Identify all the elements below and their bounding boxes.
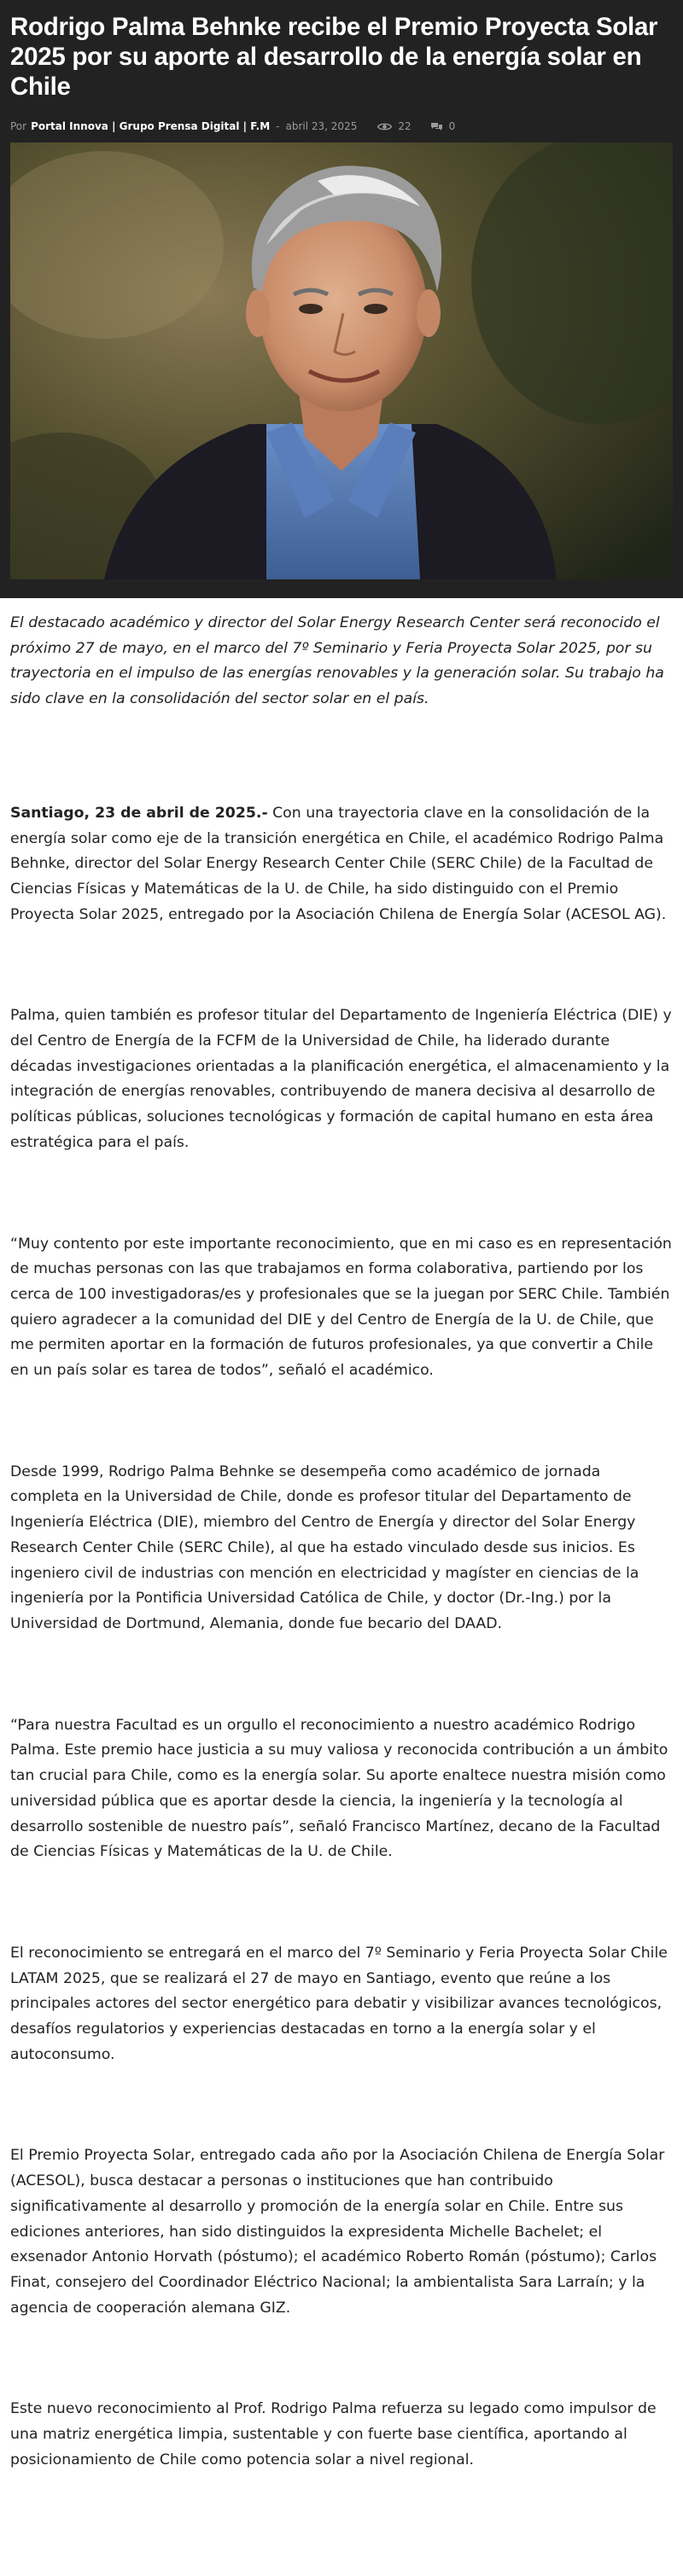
- paragraph-7: El Premio Proyecta Solar, entregado cada año por la Asociación Chilena de Energía Solar (ACESOL), busca destacar a personas o instituciones que han contribuido significativamente al desarrollo y promoción de la energía solar en Chile. Entre sus ediciones anteriores, han sido distinguidos la expresidenta Michelle Bachelet; el exsenador Antonio Horvath (póstumo); el académico Roberto Román (póstumo); Carlos Finat, consejero del Coordinador Eléctrico Nacional; la ambientalista Sara Larraín; y la agencia de cooperación alemana GIZ.: [10, 2147, 665, 2317]
- paragraph-1: [10, 801, 673, 928]
- comments-count[interactable]: [430, 120, 456, 132]
- dateline: Santiago, 23 de abril de 2025.-: [10, 804, 268, 822]
- paragraph-6: El reconocimiento se entregará en el marco del 7º Seminario y Feria Proyecta Solar Chile LATAM 2025, que se realizará el 27 de mayo en Santiago, evento que reúne a los principales actores del sector energético para debatir y visibilizar avances tecnológicos, desafíos regulatorios y experiencias destacadas en torno a la energía solar y el autoconsumo.: [10, 1944, 668, 2063]
- article-body: [0, 598, 683, 2473]
- comments-value: 0: [448, 120, 456, 132]
- comment-icon: [430, 122, 443, 131]
- eye-icon: [377, 122, 392, 131]
- views-count: [377, 120, 411, 132]
- hero-image: [10, 142, 673, 579]
- article-header: [0, 0, 683, 142]
- article-title: Rodrigo Palma Behnke recibe el Premio Proyecta Solar 2025 por su aporte al desarrollo de la energía solar en Chile: [10, 13, 658, 101]
- views-value: 22: [398, 120, 412, 132]
- paragraph-5: “Para nuestra Facultad es un orgullo el reconocimiento a nuestro académico Rodrigo Palma. Este premio hace justicia a su muy valiosa y reconocida contribución a un ámbito tan crucial para Chile, como es la energía solar. Su aporte enaltece nuestra misión como universidad pública que es aportar desde la ciencia, la ingeniería y la tecnología al desarrollo sostenible de nuestro país”, señaló Francisco Martínez, decano de la Facultad de Ciencias Físicas y Matemáticas de la U. de Chile.: [10, 1716, 668, 1861]
- paragraph-2: Palma, quien también es profesor titular del Departamento de Ingeniería Eléctrica (DIE) y del Centro de Energía de la FCFM de la Universidad de Chile, ha liderado durante décadas investigaciones orientadas a la planificación energética, el almacenamiento y la integración de energías renovables, contribuyendo de manera decisiva al desarrollo de políticas públicas, soluciones tecnológicas y formación de capital humano en esta área estratégica para el país.: [10, 1007, 672, 1151]
- paragraph-8: Este nuevo reconocimiento al Prof. Rodrigo Palma refuerza su legado como impulsor de una matriz energética limpia, sustentable y con fuerte base científica, aportando al posicionamiento de Chile como potencia solar a nivel regional.: [10, 2400, 657, 2468]
- article-meta: [10, 119, 673, 134]
- hero-image-wrap: [0, 142, 683, 598]
- paragraph-1-text: Con una trayectoria clave en la consolidación de la energía solar como eje de la transición energética en Chile, el académico Rodrigo Palma Behnke, director del Solar Energy Research Center Chile (SERC Chile) de la Facultad de Ciencias Físicas y Matemáticas de la U. de Chile, ha sido distinguido con el Premio Proyecta Solar 2025, entregado por la Asociación Chilena de Energía Solar (ACESOL AG).: [10, 804, 667, 923]
- article-lead: El destacado académico y director del Solar Energy Research Center será reconocido el próximo 27 de mayo, en el marco del 7º Seminario y Feria Proyecta Solar 2025, por su trayectoria en el impulso de las energías renovables y la generación solar. Su trabajo ha sido clave en la consolidación del sector solar en el país.: [10, 614, 664, 708]
- paragraph-3: “Muy contento por este importante reconocimiento, que en mi caso es en representación de muchas personas con las que trabajamos en forma colaborativa, partiendo por los cerca de 100 investigadoras/es y profesionales que se la juegan por SERC Chile. También quiero agradecer a la comunidad del DIE y del Centro de Energía de la U. de Chile, que me permiten aportar en la formación de futuros profesionales, ya que convertir a Chile en un país solar es tarea de todos”, señaló el académico.: [10, 1235, 672, 1380]
- post-date: abril 23, 2025: [285, 120, 358, 132]
- by-label: Por: [10, 120, 27, 132]
- paragraph-4: Desde 1999, Rodrigo Palma Behnke se desempeña como académico de jornada completa en la Universidad de Chile, donde es profesor titular del Departamento de Ingeniería Eléctrica (DIE), miembro del Centro de Energía y director del Solar Energy Research Center Chile (SERC Chile), al que ha estado vinculado desde sus inicios. Es ingeniero civil de industrias con mención en electricidad y magíster en ciencias de la ingeniería por la Pontificia Universidad Católica de Chile, y doctor (Dr.-Ing.) por la Universidad de Dortmund, Alemania, donde fue becario del DAAD.: [10, 1462, 639, 1632]
- meta-separator: -: [276, 120, 280, 132]
- author-link[interactable]: Portal Innova | Grupo Prensa Digital | F.M: [31, 120, 271, 132]
